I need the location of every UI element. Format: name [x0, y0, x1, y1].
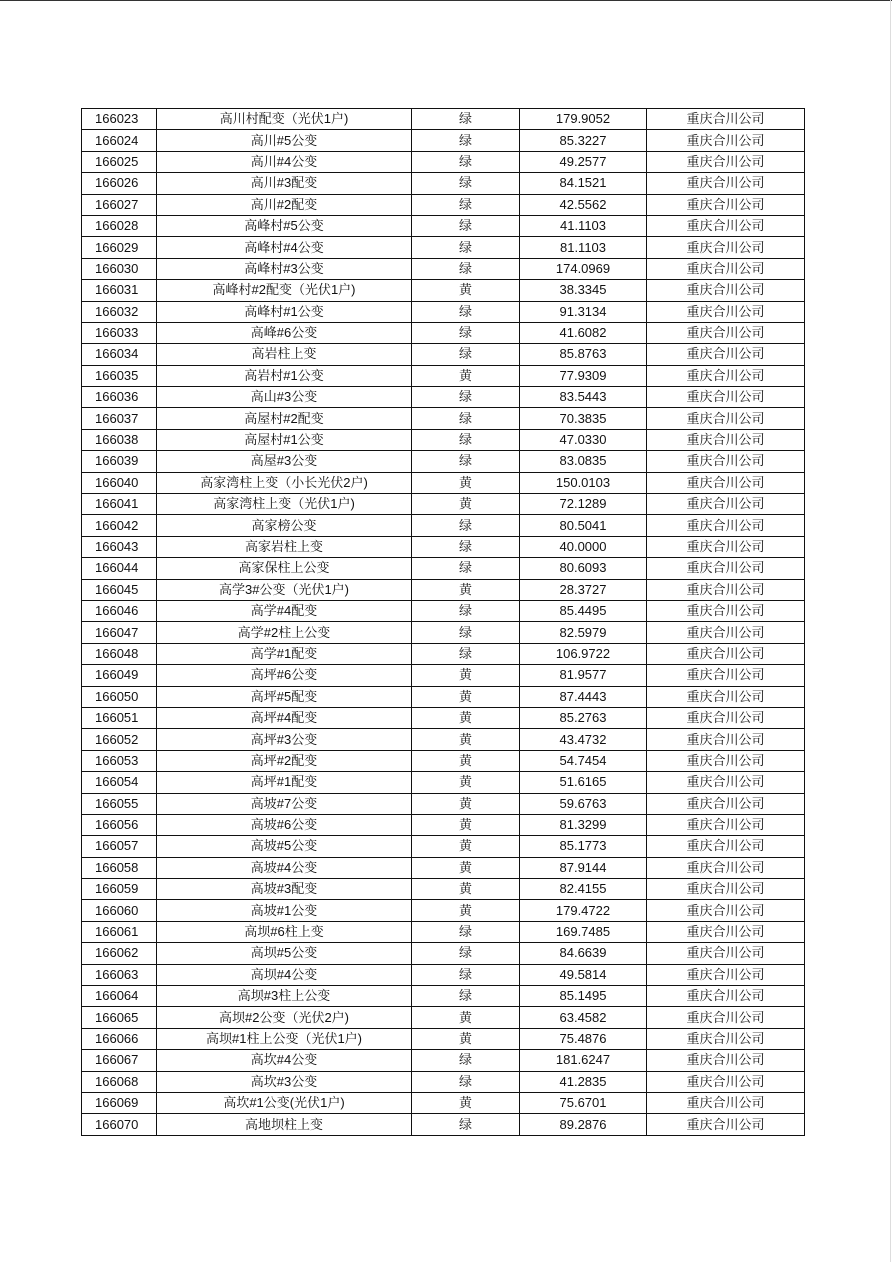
cell-status: 黄	[412, 579, 520, 600]
cell-name: 高家榜公变	[157, 515, 412, 536]
cell-name: 高坝#2公变（光伏2户)	[157, 1007, 412, 1028]
table-row	[82, 729, 805, 750]
table-body	[82, 109, 805, 1136]
cell-id: 166066	[82, 1028, 157, 1049]
cell-value: 54.7454	[520, 750, 647, 771]
cell-company: 重庆合川公司	[647, 643, 805, 664]
cell-company: 重庆合川公司	[647, 814, 805, 835]
cell-status: 绿	[412, 600, 520, 621]
cell-value: 80.6093	[520, 558, 647, 579]
table-row	[82, 879, 805, 900]
table-row	[82, 280, 805, 301]
cell-id: 166047	[82, 622, 157, 643]
cell-id: 166068	[82, 1071, 157, 1092]
cell-id: 166030	[82, 258, 157, 279]
cell-id: 166036	[82, 387, 157, 408]
cell-value: 84.1521	[520, 173, 647, 194]
cell-id: 166045	[82, 579, 157, 600]
cell-name: 高坡#5公变	[157, 836, 412, 857]
cell-status: 绿	[412, 151, 520, 172]
table-row	[82, 579, 805, 600]
cell-name: 高坪#1配变	[157, 772, 412, 793]
cell-value: 41.2835	[520, 1071, 647, 1092]
cell-status: 黄	[412, 686, 520, 707]
cell-company: 重庆合川公司	[647, 964, 805, 985]
cell-id: 166033	[82, 322, 157, 343]
cell-id: 166034	[82, 344, 157, 365]
cell-status: 绿	[412, 986, 520, 1007]
cell-value: 85.3227	[520, 130, 647, 151]
page-top-border	[0, 0, 892, 1]
table-row	[82, 986, 805, 1007]
cell-status: 绿	[412, 429, 520, 450]
cell-status: 黄	[412, 729, 520, 750]
cell-id: 166038	[82, 429, 157, 450]
cell-name: 高川#5公变	[157, 130, 412, 151]
cell-id: 166029	[82, 237, 157, 258]
cell-value: 85.1773	[520, 836, 647, 857]
cell-company: 重庆合川公司	[647, 194, 805, 215]
table-row	[82, 536, 805, 557]
cell-id: 166035	[82, 365, 157, 386]
cell-name: 高学#1配变	[157, 643, 412, 664]
cell-value: 89.2876	[520, 1114, 647, 1135]
cell-status: 绿	[412, 322, 520, 343]
cell-status: 绿	[412, 215, 520, 236]
cell-value: 43.4732	[520, 729, 647, 750]
cell-company: 重庆合川公司	[647, 879, 805, 900]
cell-name: 高家保柱上公变	[157, 558, 412, 579]
cell-id: 166024	[82, 130, 157, 151]
cell-company: 重庆合川公司	[647, 1071, 805, 1092]
cell-name: 高家岩柱上变	[157, 536, 412, 557]
cell-id: 166060	[82, 900, 157, 921]
cell-status: 绿	[412, 515, 520, 536]
table-row	[82, 1071, 805, 1092]
cell-value: 179.9052	[520, 109, 647, 130]
cell-value: 75.4876	[520, 1028, 647, 1049]
table-row	[82, 194, 805, 215]
cell-id: 166055	[82, 793, 157, 814]
cell-id: 166057	[82, 836, 157, 857]
cell-company: 重庆合川公司	[647, 173, 805, 194]
cell-value: 87.9144	[520, 857, 647, 878]
cell-id: 166069	[82, 1092, 157, 1113]
cell-status: 绿	[412, 943, 520, 964]
table-row	[82, 109, 805, 130]
cell-company: 重庆合川公司	[647, 729, 805, 750]
cell-value: 49.5814	[520, 964, 647, 985]
cell-status: 绿	[412, 921, 520, 942]
table-row	[82, 151, 805, 172]
cell-company: 重庆合川公司	[647, 322, 805, 343]
cell-value: 106.9722	[520, 643, 647, 664]
cell-status: 绿	[412, 1071, 520, 1092]
table-row	[82, 301, 805, 322]
cell-value: 174.0969	[520, 258, 647, 279]
cell-company: 重庆合川公司	[647, 772, 805, 793]
cell-status: 绿	[412, 451, 520, 472]
cell-company: 重庆合川公司	[647, 494, 805, 515]
cell-status: 黄	[412, 1092, 520, 1113]
cell-status: 黄	[412, 1007, 520, 1028]
cell-value: 85.4495	[520, 600, 647, 621]
cell-value: 38.3345	[520, 280, 647, 301]
table-row	[82, 1114, 805, 1135]
table-row	[82, 173, 805, 194]
table-row	[82, 793, 805, 814]
cell-name: 高学#2柱上公变	[157, 622, 412, 643]
table-row	[82, 344, 805, 365]
table-row	[82, 943, 805, 964]
cell-company: 重庆合川公司	[647, 130, 805, 151]
cell-name: 高山#3公变	[157, 387, 412, 408]
cell-name: 高地坝柱上变	[157, 1114, 412, 1135]
cell-name: 高川#4公变	[157, 151, 412, 172]
cell-value: 51.6165	[520, 772, 647, 793]
cell-company: 重庆合川公司	[647, 1007, 805, 1028]
cell-status: 绿	[412, 1050, 520, 1071]
cell-company: 重庆合川公司	[647, 429, 805, 450]
table-row	[82, 215, 805, 236]
cell-company: 重庆合川公司	[647, 579, 805, 600]
table-row	[82, 258, 805, 279]
cell-status: 绿	[412, 237, 520, 258]
cell-company: 重庆合川公司	[647, 237, 805, 258]
cell-company: 重庆合川公司	[647, 707, 805, 728]
table-row	[82, 707, 805, 728]
cell-name: 高峰村#1公变	[157, 301, 412, 322]
cell-value: 84.6639	[520, 943, 647, 964]
cell-id: 166027	[82, 194, 157, 215]
cell-id: 166041	[82, 494, 157, 515]
cell-company: 重庆合川公司	[647, 986, 805, 1007]
cell-name: 高学#4配变	[157, 600, 412, 621]
cell-status: 黄	[412, 793, 520, 814]
cell-company: 重庆合川公司	[647, 1092, 805, 1113]
cell-status: 绿	[412, 130, 520, 151]
cell-status: 黄	[412, 665, 520, 686]
table-row	[82, 1050, 805, 1071]
table-row	[82, 964, 805, 985]
cell-name: 高川村配变（光伏1户)	[157, 109, 412, 130]
cell-value: 91.3134	[520, 301, 647, 322]
cell-id: 166051	[82, 707, 157, 728]
cell-id: 166043	[82, 536, 157, 557]
cell-name: 高坡#3配变	[157, 879, 412, 900]
cell-id: 166054	[82, 772, 157, 793]
cell-name: 高屋村#1公变	[157, 429, 412, 450]
cell-name: 高峰#6公变	[157, 322, 412, 343]
cell-name: 高峰村#2配变（光伏1户)	[157, 280, 412, 301]
cell-id: 166028	[82, 215, 157, 236]
cell-id: 166044	[82, 558, 157, 579]
cell-id: 166039	[82, 451, 157, 472]
cell-status: 绿	[412, 643, 520, 664]
cell-status: 黄	[412, 857, 520, 878]
cell-status: 黄	[412, 365, 520, 386]
cell-company: 重庆合川公司	[647, 900, 805, 921]
cell-company: 重庆合川公司	[647, 1114, 805, 1135]
cell-id: 166023	[82, 109, 157, 130]
table-row	[82, 1028, 805, 1049]
cell-name: 高屋村#2配变	[157, 408, 412, 429]
cell-status: 绿	[412, 964, 520, 985]
cell-value: 77.9309	[520, 365, 647, 386]
transformer-table	[81, 108, 805, 1136]
cell-id: 166026	[82, 173, 157, 194]
cell-status: 黄	[412, 814, 520, 835]
cell-value: 83.0835	[520, 451, 647, 472]
cell-value: 59.6763	[520, 793, 647, 814]
cell-company: 重庆合川公司	[647, 943, 805, 964]
cell-id: 166046	[82, 600, 157, 621]
table-row	[82, 600, 805, 621]
cell-id: 166052	[82, 729, 157, 750]
cell-name: 高坝#3柱上公变	[157, 986, 412, 1007]
cell-company: 重庆合川公司	[647, 344, 805, 365]
cell-value: 75.6701	[520, 1092, 647, 1113]
cell-company: 重庆合川公司	[647, 365, 805, 386]
cell-status: 黄	[412, 750, 520, 771]
cell-id: 166059	[82, 879, 157, 900]
cell-value: 49.2577	[520, 151, 647, 172]
cell-status: 绿	[412, 622, 520, 643]
cell-id: 166064	[82, 986, 157, 1007]
cell-company: 重庆合川公司	[647, 109, 805, 130]
cell-status: 绿	[412, 258, 520, 279]
cell-name: 高学3#公变（光伏1户)	[157, 579, 412, 600]
cell-status: 绿	[412, 194, 520, 215]
cell-company: 重庆合川公司	[647, 387, 805, 408]
cell-name: 高坝#5公变	[157, 943, 412, 964]
cell-company: 重庆合川公司	[647, 921, 805, 942]
cell-name: 高坝#1柱上公变（光伏1户)	[157, 1028, 412, 1049]
table-row	[82, 558, 805, 579]
cell-company: 重庆合川公司	[647, 215, 805, 236]
cell-name: 高坡#1公变	[157, 900, 412, 921]
cell-name: 高坡#4公变	[157, 857, 412, 878]
cell-name: 高坪#3公变	[157, 729, 412, 750]
cell-id: 166049	[82, 665, 157, 686]
cell-status: 绿	[412, 344, 520, 365]
cell-value: 85.2763	[520, 707, 647, 728]
cell-company: 重庆合川公司	[647, 836, 805, 857]
cell-status: 绿	[412, 558, 520, 579]
cell-value: 82.4155	[520, 879, 647, 900]
cell-company: 重庆合川公司	[647, 301, 805, 322]
cell-status: 绿	[412, 536, 520, 557]
cell-company: 重庆合川公司	[647, 258, 805, 279]
cell-company: 重庆合川公司	[647, 536, 805, 557]
cell-status: 绿	[412, 301, 520, 322]
cell-id: 166061	[82, 921, 157, 942]
cell-id: 166056	[82, 814, 157, 835]
cell-value: 47.0330	[520, 429, 647, 450]
cell-company: 重庆合川公司	[647, 1050, 805, 1071]
cell-value: 150.0103	[520, 472, 647, 493]
cell-value: 63.4582	[520, 1007, 647, 1028]
cell-name: 高坎#3公变	[157, 1071, 412, 1092]
cell-name: 高屋#3公变	[157, 451, 412, 472]
table-row	[82, 1092, 805, 1113]
cell-status: 黄	[412, 472, 520, 493]
cell-name: 高坪#2配变	[157, 750, 412, 771]
cell-company: 重庆合川公司	[647, 151, 805, 172]
cell-status: 绿	[412, 408, 520, 429]
cell-id: 166042	[82, 515, 157, 536]
cell-value: 28.3727	[520, 579, 647, 600]
cell-company: 重庆合川公司	[647, 558, 805, 579]
cell-name: 高坝#6柱上变	[157, 921, 412, 942]
table-row	[82, 494, 805, 515]
table-row	[82, 643, 805, 664]
table-row	[82, 237, 805, 258]
cell-status: 黄	[412, 1028, 520, 1049]
cell-name: 高家湾柱上变（小长光伏2户)	[157, 472, 412, 493]
table-row	[82, 1007, 805, 1028]
cell-name: 高岩柱上变	[157, 344, 412, 365]
cell-company: 重庆合川公司	[647, 750, 805, 771]
cell-name: 高峰村#4公变	[157, 237, 412, 258]
table-row	[82, 921, 805, 942]
cell-name: 高坝#4公变	[157, 964, 412, 985]
cell-name: 高坎#1公变(光伏1户)	[157, 1092, 412, 1113]
cell-value: 81.1103	[520, 237, 647, 258]
table-row	[82, 836, 805, 857]
cell-name: 高坪#6公变	[157, 665, 412, 686]
cell-id: 166062	[82, 943, 157, 964]
cell-value: 81.9577	[520, 665, 647, 686]
cell-id: 166058	[82, 857, 157, 878]
cell-company: 重庆合川公司	[647, 472, 805, 493]
cell-id: 166025	[82, 151, 157, 172]
cell-status: 黄	[412, 707, 520, 728]
cell-id: 166031	[82, 280, 157, 301]
cell-value: 179.4722	[520, 900, 647, 921]
table-row	[82, 472, 805, 493]
cell-id: 166048	[82, 643, 157, 664]
cell-company: 重庆合川公司	[647, 793, 805, 814]
table-row	[82, 130, 805, 151]
table-row	[82, 365, 805, 386]
table-row	[82, 451, 805, 472]
cell-value: 82.5979	[520, 622, 647, 643]
cell-company: 重庆合川公司	[647, 408, 805, 429]
cell-company: 重庆合川公司	[647, 857, 805, 878]
cell-id: 166063	[82, 964, 157, 985]
cell-status: 绿	[412, 109, 520, 130]
cell-name: 高川#3配变	[157, 173, 412, 194]
cell-id: 166067	[82, 1050, 157, 1071]
table-row	[82, 322, 805, 343]
table-row	[82, 665, 805, 686]
cell-name: 高坡#7公变	[157, 793, 412, 814]
cell-status: 黄	[412, 280, 520, 301]
cell-name: 高峰村#5公变	[157, 215, 412, 236]
cell-status: 绿	[412, 173, 520, 194]
cell-company: 重庆合川公司	[647, 665, 805, 686]
cell-id: 166050	[82, 686, 157, 707]
cell-value: 70.3835	[520, 408, 647, 429]
cell-value: 87.4443	[520, 686, 647, 707]
cell-status: 黄	[412, 900, 520, 921]
cell-name: 高峰村#3公变	[157, 258, 412, 279]
cell-id: 166053	[82, 750, 157, 771]
cell-value: 40.0000	[520, 536, 647, 557]
cell-id: 166032	[82, 301, 157, 322]
cell-name: 高坡#6公变	[157, 814, 412, 835]
cell-value: 72.1289	[520, 494, 647, 515]
cell-value: 169.7485	[520, 921, 647, 942]
cell-value: 41.1103	[520, 215, 647, 236]
cell-company: 重庆合川公司	[647, 1028, 805, 1049]
cell-company: 重庆合川公司	[647, 451, 805, 472]
cell-id: 166040	[82, 472, 157, 493]
table-row	[82, 772, 805, 793]
cell-company: 重庆合川公司	[647, 600, 805, 621]
cell-status: 绿	[412, 1114, 520, 1135]
table-row	[82, 429, 805, 450]
cell-value: 181.6247	[520, 1050, 647, 1071]
table-row	[82, 857, 805, 878]
cell-value: 41.6082	[520, 322, 647, 343]
cell-name: 高岩村#1公变	[157, 365, 412, 386]
cell-company: 重庆合川公司	[647, 515, 805, 536]
cell-name: 高坪#5配变	[157, 686, 412, 707]
cell-status: 黄	[412, 494, 520, 515]
cell-status: 绿	[412, 387, 520, 408]
cell-company: 重庆合川公司	[647, 280, 805, 301]
cell-name: 高坎#4公变	[157, 1050, 412, 1071]
cell-value: 80.5041	[520, 515, 647, 536]
table-row	[82, 750, 805, 771]
cell-company: 重庆合川公司	[647, 622, 805, 643]
cell-id: 166037	[82, 408, 157, 429]
table-row	[82, 814, 805, 835]
cell-status: 黄	[412, 836, 520, 857]
page-right-border	[890, 0, 891, 1262]
cell-name: 高川#2配变	[157, 194, 412, 215]
cell-value: 85.8763	[520, 344, 647, 365]
cell-name: 高坪#4配变	[157, 707, 412, 728]
table-row	[82, 515, 805, 536]
cell-id: 166065	[82, 1007, 157, 1028]
cell-name: 高家湾柱上变（光伏1户)	[157, 494, 412, 515]
table-row	[82, 900, 805, 921]
table-row	[82, 622, 805, 643]
table-row	[82, 686, 805, 707]
cell-status: 黄	[412, 772, 520, 793]
cell-value: 83.5443	[520, 387, 647, 408]
cell-value: 85.1495	[520, 986, 647, 1007]
cell-company: 重庆合川公司	[647, 686, 805, 707]
table-row	[82, 387, 805, 408]
cell-value: 42.5562	[520, 194, 647, 215]
cell-id: 166070	[82, 1114, 157, 1135]
cell-status: 黄	[412, 879, 520, 900]
cell-value: 81.3299	[520, 814, 647, 835]
table-row	[82, 408, 805, 429]
